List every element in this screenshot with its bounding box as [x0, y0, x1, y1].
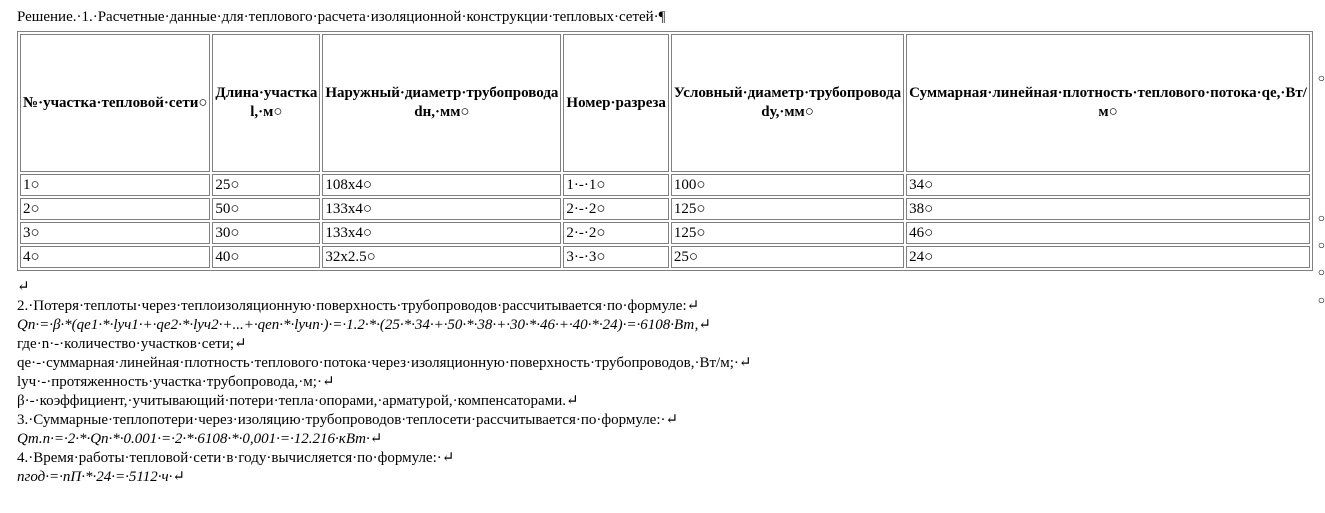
- table-cell: 1○: [20, 174, 210, 196]
- paragraph-operating-time: 4.·Время·работы·тепловой·сети·в·году·вычисляется·по·формуле:·↵: [17, 450, 455, 466]
- paragraph-total-loss: 3.·Суммарные·теплопотери·через·изоляцию·трубопроводов·теплосети·рассчитывается·по·формуле:·↵: [17, 412, 679, 428]
- row-end-mark: ○: [1317, 211, 1325, 225]
- col-header-outer-diameter: Наружный·диаметр·трубопровода dн,·мм○: [322, 34, 561, 172]
- table-header-row: [20, 34, 1310, 172]
- table-cell: 38○: [906, 198, 1310, 220]
- definition-qe: qе·-·суммарная·линейная·плотность·теплового·потока·через·изоляционную·поверхность·трубопроводов,·Вт/м;·↵: [17, 355, 752, 371]
- table-cell: 25○: [671, 246, 904, 268]
- heat-calc-table: [17, 31, 1313, 271]
- table-cell: 2○: [20, 198, 210, 220]
- col-header-nominal-diameter: Условный·диаметр·трубопровода dу,·мм○: [671, 34, 904, 172]
- definition-luch: lуч·-·протяженность·участка·трубопровода,·м;·↵: [17, 374, 335, 390]
- row-end-mark: ○: [1317, 71, 1325, 85]
- table-cell: 40○: [212, 246, 320, 268]
- document-body: [17, 8, 1325, 487]
- col-header-cut-number: Номер·разреза: [563, 34, 669, 172]
- col-header-heat-flux: Суммарная·линейная·плотность·теплового·потока·qе,·Вт/м○: [906, 34, 1310, 172]
- row-end-mark: ○: [1317, 238, 1325, 252]
- table-cell: 3·-·3○: [563, 246, 669, 268]
- table-row: [20, 246, 1310, 268]
- table-row: [20, 174, 1310, 196]
- table-cell: 25○: [212, 174, 320, 196]
- table-cell: 46○: [906, 222, 1310, 244]
- table-cell: 4○: [20, 246, 210, 268]
- definition-n: где·n·-·количество·участков·сети;↵: [17, 336, 247, 352]
- table-cell: 133x4○: [322, 222, 561, 244]
- table-row: [20, 222, 1310, 244]
- table-cell: 3○: [20, 222, 210, 244]
- table-cell: 125○: [671, 222, 904, 244]
- table-cell: 24○: [906, 246, 1310, 268]
- formula-qtp: Qт.п·=·2·*·Qп·*·0.001·=·2·*·6108·*·0,001·=·12.216·кВт·↵: [17, 431, 383, 447]
- table-cell: 2·-·2○: [563, 198, 669, 220]
- table-cell: 108x4○: [322, 174, 561, 196]
- section-heading: Решение.·1.·Расчетные·данные·для·теплового·расчета·изоляционной·конструкции·тепловых·сетей·¶: [17, 9, 666, 25]
- paragraph-mark: ↵: [17, 279, 30, 295]
- definition-beta: β·-·коэффициент,·учитывающий·потери·тепла·опорами,·арматурой,·компенсаторами.↵: [17, 393, 579, 409]
- table-cell: 1·-·1○: [563, 174, 669, 196]
- col-header-length: Длина·участка l,·м○: [212, 34, 320, 172]
- table-cell: 32x2.5○: [322, 246, 561, 268]
- text-after-table: [17, 278, 917, 487]
- table-cell: 133x4○: [322, 198, 561, 220]
- table-cell: 2·-·2○: [563, 222, 669, 244]
- table-cell: 50○: [212, 198, 320, 220]
- paragraph-heat-loss: 2.·Потеря·теплоты·через·теплоизоляционную·поверхность·трубопроводов·рассчитывается·по·формуле:↵: [17, 298, 700, 314]
- col-header-section: №·участка·тепловой·сети○: [20, 34, 210, 172]
- table-cell: 34○: [906, 174, 1310, 196]
- table-row: [20, 198, 1310, 220]
- table-cell: 30○: [212, 222, 320, 244]
- formula-qp: Qп·=·β·*(qе1·*·lуч1·+·qе2·*·lуч2·+...+·qеn·*·lучn·)·=·1.2·*·(25·*·34·+·50·*·38·+·30·*·46·+·40·*·24)·=·6108·Вт,↵: [17, 317, 711, 333]
- formula-ngod: nгод·=·nП·*·24·=·5112·ч·↵: [17, 469, 185, 485]
- table-cell: 100○: [671, 174, 904, 196]
- table-cell: 125○: [671, 198, 904, 220]
- row-end-mark: ○: [1317, 293, 1325, 307]
- row-end-mark: ○: [1317, 265, 1325, 279]
